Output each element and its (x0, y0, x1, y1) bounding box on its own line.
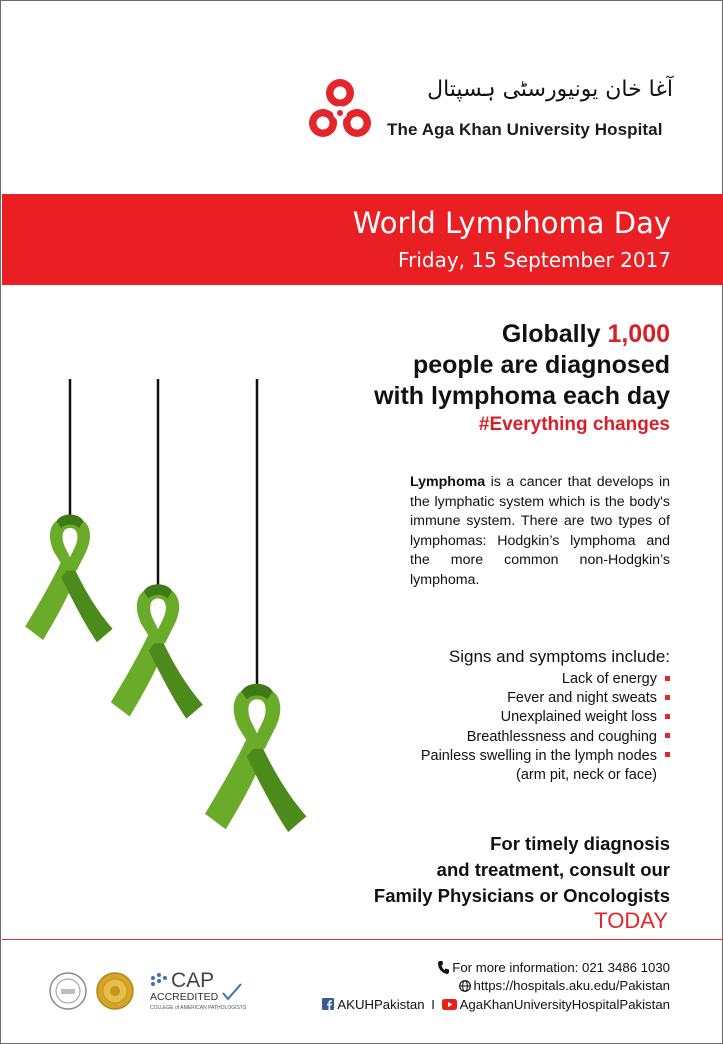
bullet-icon (665, 695, 670, 700)
headline-line-1 (374, 319, 670, 350)
ribbons-illustration (1, 371, 341, 871)
list-item: Unexplained weight loss (421, 708, 670, 727)
list-item: Lack of energy (421, 670, 670, 689)
bullet-icon (665, 714, 670, 719)
contact-web-line (322, 977, 670, 995)
headline (374, 319, 670, 412)
phone-text: For more information: 021 3486 1030 (452, 960, 670, 975)
contact-social-line (322, 996, 670, 1014)
symptoms-note: (arm pit, neck or face) (515, 767, 657, 784)
check-icon (223, 984, 241, 999)
lymphoma-description (410, 473, 670, 591)
symptoms-title: Signs and symptoms include: (448, 647, 670, 666)
hospital-logo (307, 77, 677, 147)
cta-today: TODAY (594, 908, 668, 933)
bullet-icon (665, 676, 670, 681)
call-to-action (374, 831, 670, 909)
cap-title: CAP (171, 969, 215, 992)
awareness-ribbon-icon (111, 584, 203, 719)
cta-line-2: and treatment, consult our (436, 859, 670, 880)
facebook-icon (322, 998, 334, 1010)
logo-english-name: The Aga Khan University Hospital (387, 120, 663, 139)
bullet-icon (665, 752, 670, 757)
phone-icon (438, 961, 449, 974)
footer-divider (2, 939, 723, 940)
contact-info (322, 959, 670, 1014)
hashtag: #Everything changes (478, 414, 670, 435)
jci-seal-icon (97, 973, 133, 1009)
description-text: is a cancer that develops in the lymphatic system which is the body's immune system. There are two types of lymphomas: Hodgkin’s lymphoma and the more common non-Hodgkin’s lymphoma. (410, 474, 670, 588)
youtube-icon (442, 999, 457, 1010)
logo-urdu-text: آغا خان یونیورسٹی ہسپتال (427, 77, 673, 102)
headline-number: 1,000 (607, 320, 670, 348)
contact-phone-line (322, 959, 670, 977)
youtube-link[interactable]: AgaKhanUniversityHospitalPakistan (459, 996, 670, 1012)
event-title: World Lymphoma Day (352, 206, 671, 240)
list-item: Breathlessness and coughing (421, 728, 670, 747)
list-item: Painless swelling in the lymph nodes (421, 747, 670, 766)
social-separator: I (431, 996, 435, 1012)
cap-accredited: ACCREDITED (150, 991, 219, 1003)
awareness-ribbon-icon (25, 515, 112, 643)
iso-seal-icon (50, 973, 86, 1009)
bullet-icon (665, 733, 670, 738)
title-banner (2, 194, 723, 285)
aku-emblem-icon (307, 79, 373, 145)
event-date: Friday, 15 September 2017 (398, 248, 671, 272)
cta-line-3: Family Physicians or Oncologists (373, 885, 670, 906)
cta-line-1: For timely diagnosis (490, 833, 670, 854)
facebook-link[interactable]: AKUHPakistan (337, 996, 425, 1012)
awareness-ribbon-icon (205, 684, 306, 832)
website-link[interactable]: https://hospitals.aku.edu/Pakistan (473, 978, 670, 994)
list-item: Fever and night sweats (421, 689, 670, 708)
headline-line-2: people are diagnosed (412, 351, 670, 379)
cap-logo-icon (150, 969, 247, 1011)
cap-caption: COLLEGE of AMERICAN PATHOLOGISTS (150, 1005, 247, 1011)
headline-line-3: with lymphoma each day (374, 382, 670, 410)
globe-icon (459, 980, 471, 992)
accreditation-logos (49, 967, 249, 1017)
description-term: Lymphoma (410, 474, 486, 490)
headline-prefix: Globally (501, 320, 608, 348)
symptoms-list (421, 670, 670, 785)
